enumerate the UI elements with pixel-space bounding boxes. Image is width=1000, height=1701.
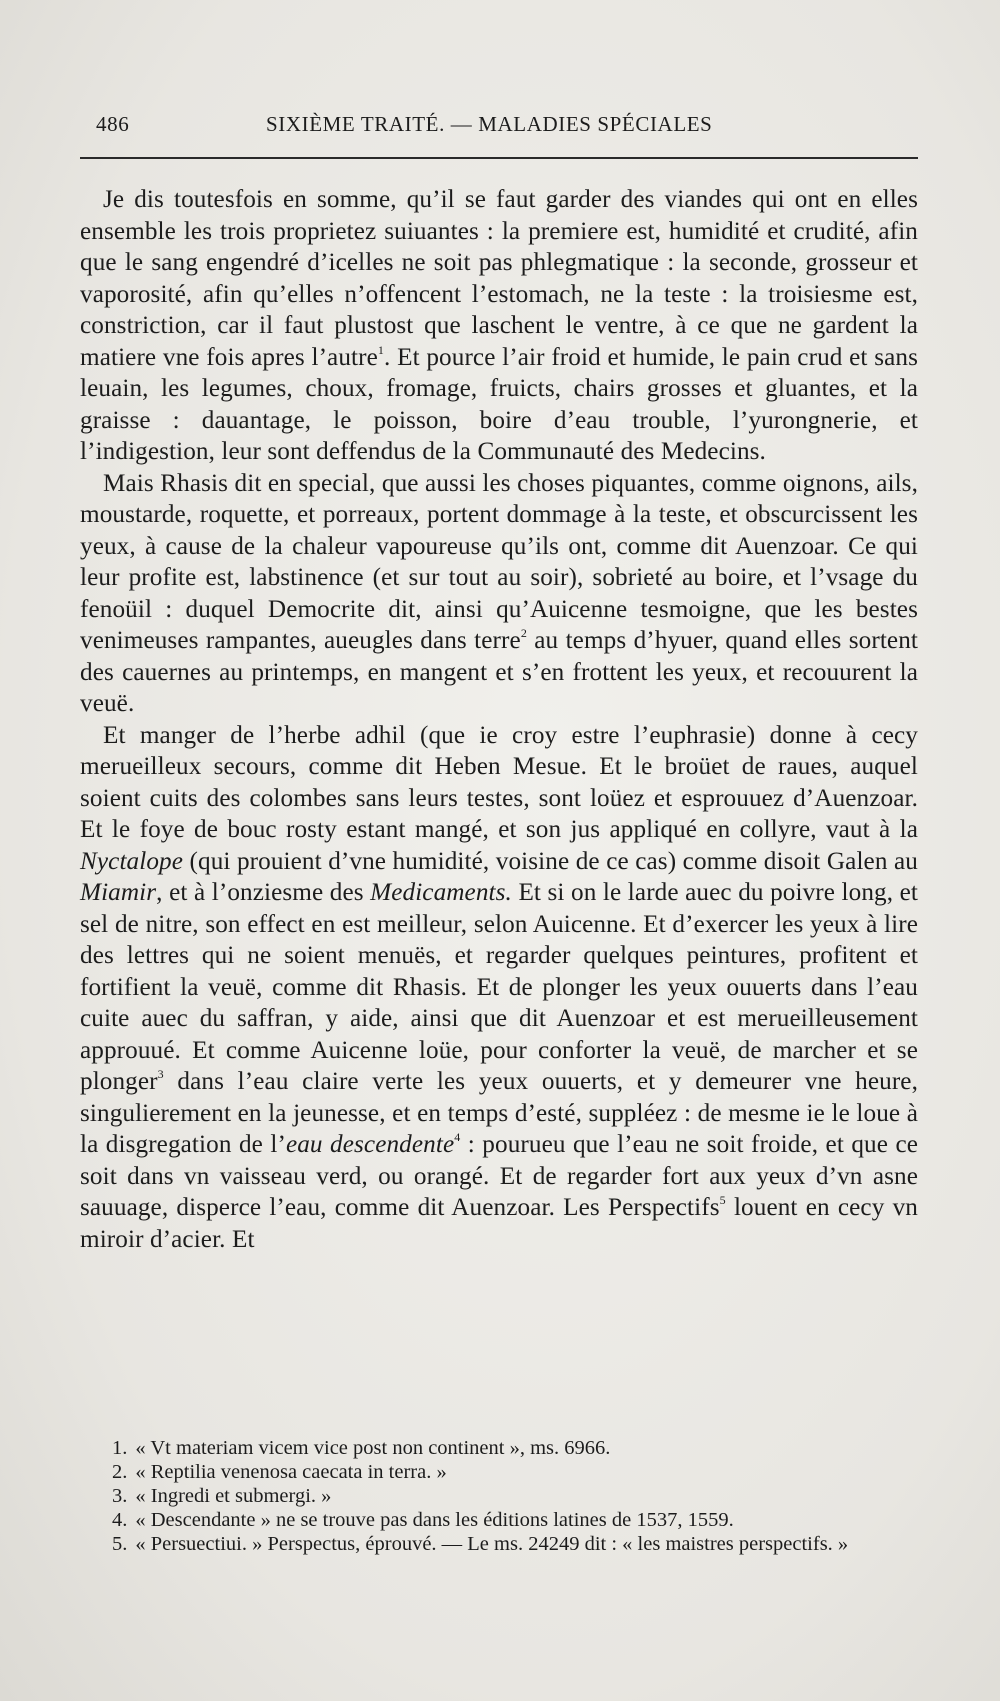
main-text	[80, 184, 918, 1255]
footnote-3: 3. « Ingredi et submergi. »	[112, 1485, 332, 1507]
footnote-ref-1: 1	[377, 342, 384, 357]
footnote-1: 1. « Vt materiam vicem vice post non continent », ms. 6966.	[112, 1437, 611, 1459]
footnote-ref-5: 5	[719, 1193, 726, 1207]
paragraph-1: Je dis toutesfois en somme, qu’il se faut garder des viandes qui ont en elles ensemble les trois proprietez suiuantes : la premiere est, humidité et crudité, afin que le sang engendré d’icelles ne soit pas phlegmatique : la seconde, grosseur et vaporosité, afin qu’elles n’offencent l’estomach, ne la teste : la troisiesme est, constriction, car il faut plustost que laschent le ventre, à ce que ne gardent la matiere vne fois apres l’autre$^1$. Et pource l’air froid et humide, le pain crud et sans leuain, les legumes, choux, fromage, fruicts, chairs grosses et gluantes, et la graisse : dauantage, le poisson, boire d’eau trouble, l’yurongnerie, et l’indigestion, leur sont deffendus de la Communauté des Medecins.	[80, 186, 918, 465]
running-title: SIXIÈME TRAITÉ. — MALADIES SPÉCIALES	[266, 112, 713, 136]
footnote-ref-3: 3	[157, 1067, 164, 1081]
footnote-4: 4. « Descendante » ne se trouve pas dans les éditions latines de 1537, 1559.	[112, 1509, 734, 1531]
header-rule	[80, 157, 918, 159]
page-header	[96, 112, 918, 146]
footnotes	[80, 1436, 918, 1556]
paragraph-3: Et manger de l’herbe adhil (que ie croy estre l’euphrasie) donne à cecy merueilleux secours, comme dit Heben Mesue. Et le broüet de raues, auquel soient cuits des colombes sans leurs testes, sont loüez et esprouuez d’Auenzoar. Et le foye de bouc rosty estant mangé, et son jus appliqué en collyre, vaut à la Nyctalope (qui prouient d’vne humidité, voisine de ce cas) comme disoit Galen au Miamir, et à l’onziesme des Medicaments. Et si on le larde auec du poivre long, et sel de nitre, son effect en est meilleur, selon Auicenne. Et d’exercer les yeux à lire des lettres qui ne soient menuës, et regarder quelques peintures, profitent et fortifient la veuë, comme dit Rhasis. Et de plonger les yeux ouuerts dans l’eau cuite auec du saffran, y aide, ainsi que dit Auenzoar et est merueilleusement approuué. Et comme Auicenne loüe, pour conforter la veuë, de marcher et se plonger$^3$ dans l’eau claire verte les yeux ouuerts, et y demeurer vne heure, singulierement en la jeunesse, et en temps d’esté, suppléez : de mesme ie le loue à la disgregation de l’eau descendente$^4$ : pourueu que l’eau ne soit froide, et que ce soit dans vn vaisseau verd, ou orangé. Et de regarder fort aux yeux d’vn asne sauuage, disperce l’eau, comme dit Auenzoar. Les Perspectifs$^5$ louent en cecy vn miroir d’acier. Et	[80, 721, 919, 1253]
footnote-2: 2. « Reptilia venenosa caecata in terra. »	[112, 1461, 447, 1483]
footnote-5: 5. « Persuectiui. » Perspectus, éprouvé. — Le ms. 24249 dit : « les maistres perspectifs. »	[112, 1533, 849, 1555]
footnote-ref-4: 4	[454, 1130, 461, 1144]
page-number: 486	[96, 112, 130, 136]
footnote-ref-2: 2	[520, 626, 527, 640]
paragraph-2: Mais Rhasis dit en special, que aussi les choses piquantes, comme oignons, ails, moustarde, roquette, et porreaux, portent dommage à la teste, et obscurcissent les yeux, à cause de la chaleur vapoureuse qu’ils ont, comme dit Auenzoar. Ce qui leur profite est, labstinence (et sur tout au soir), sobrieté au boire, et l’vsage du fenoüil : duquel Democrite dit, ainsi qu’Auicenne tesmoigne, que les bestes venimeuses rampantes, aueugles dans terre$^2$ au temps d’hyuer, quand elles sortent des cauernes au printemps, en mangent et s’en frottent les yeux, et recouurent la veuë.	[80, 469, 918, 717]
